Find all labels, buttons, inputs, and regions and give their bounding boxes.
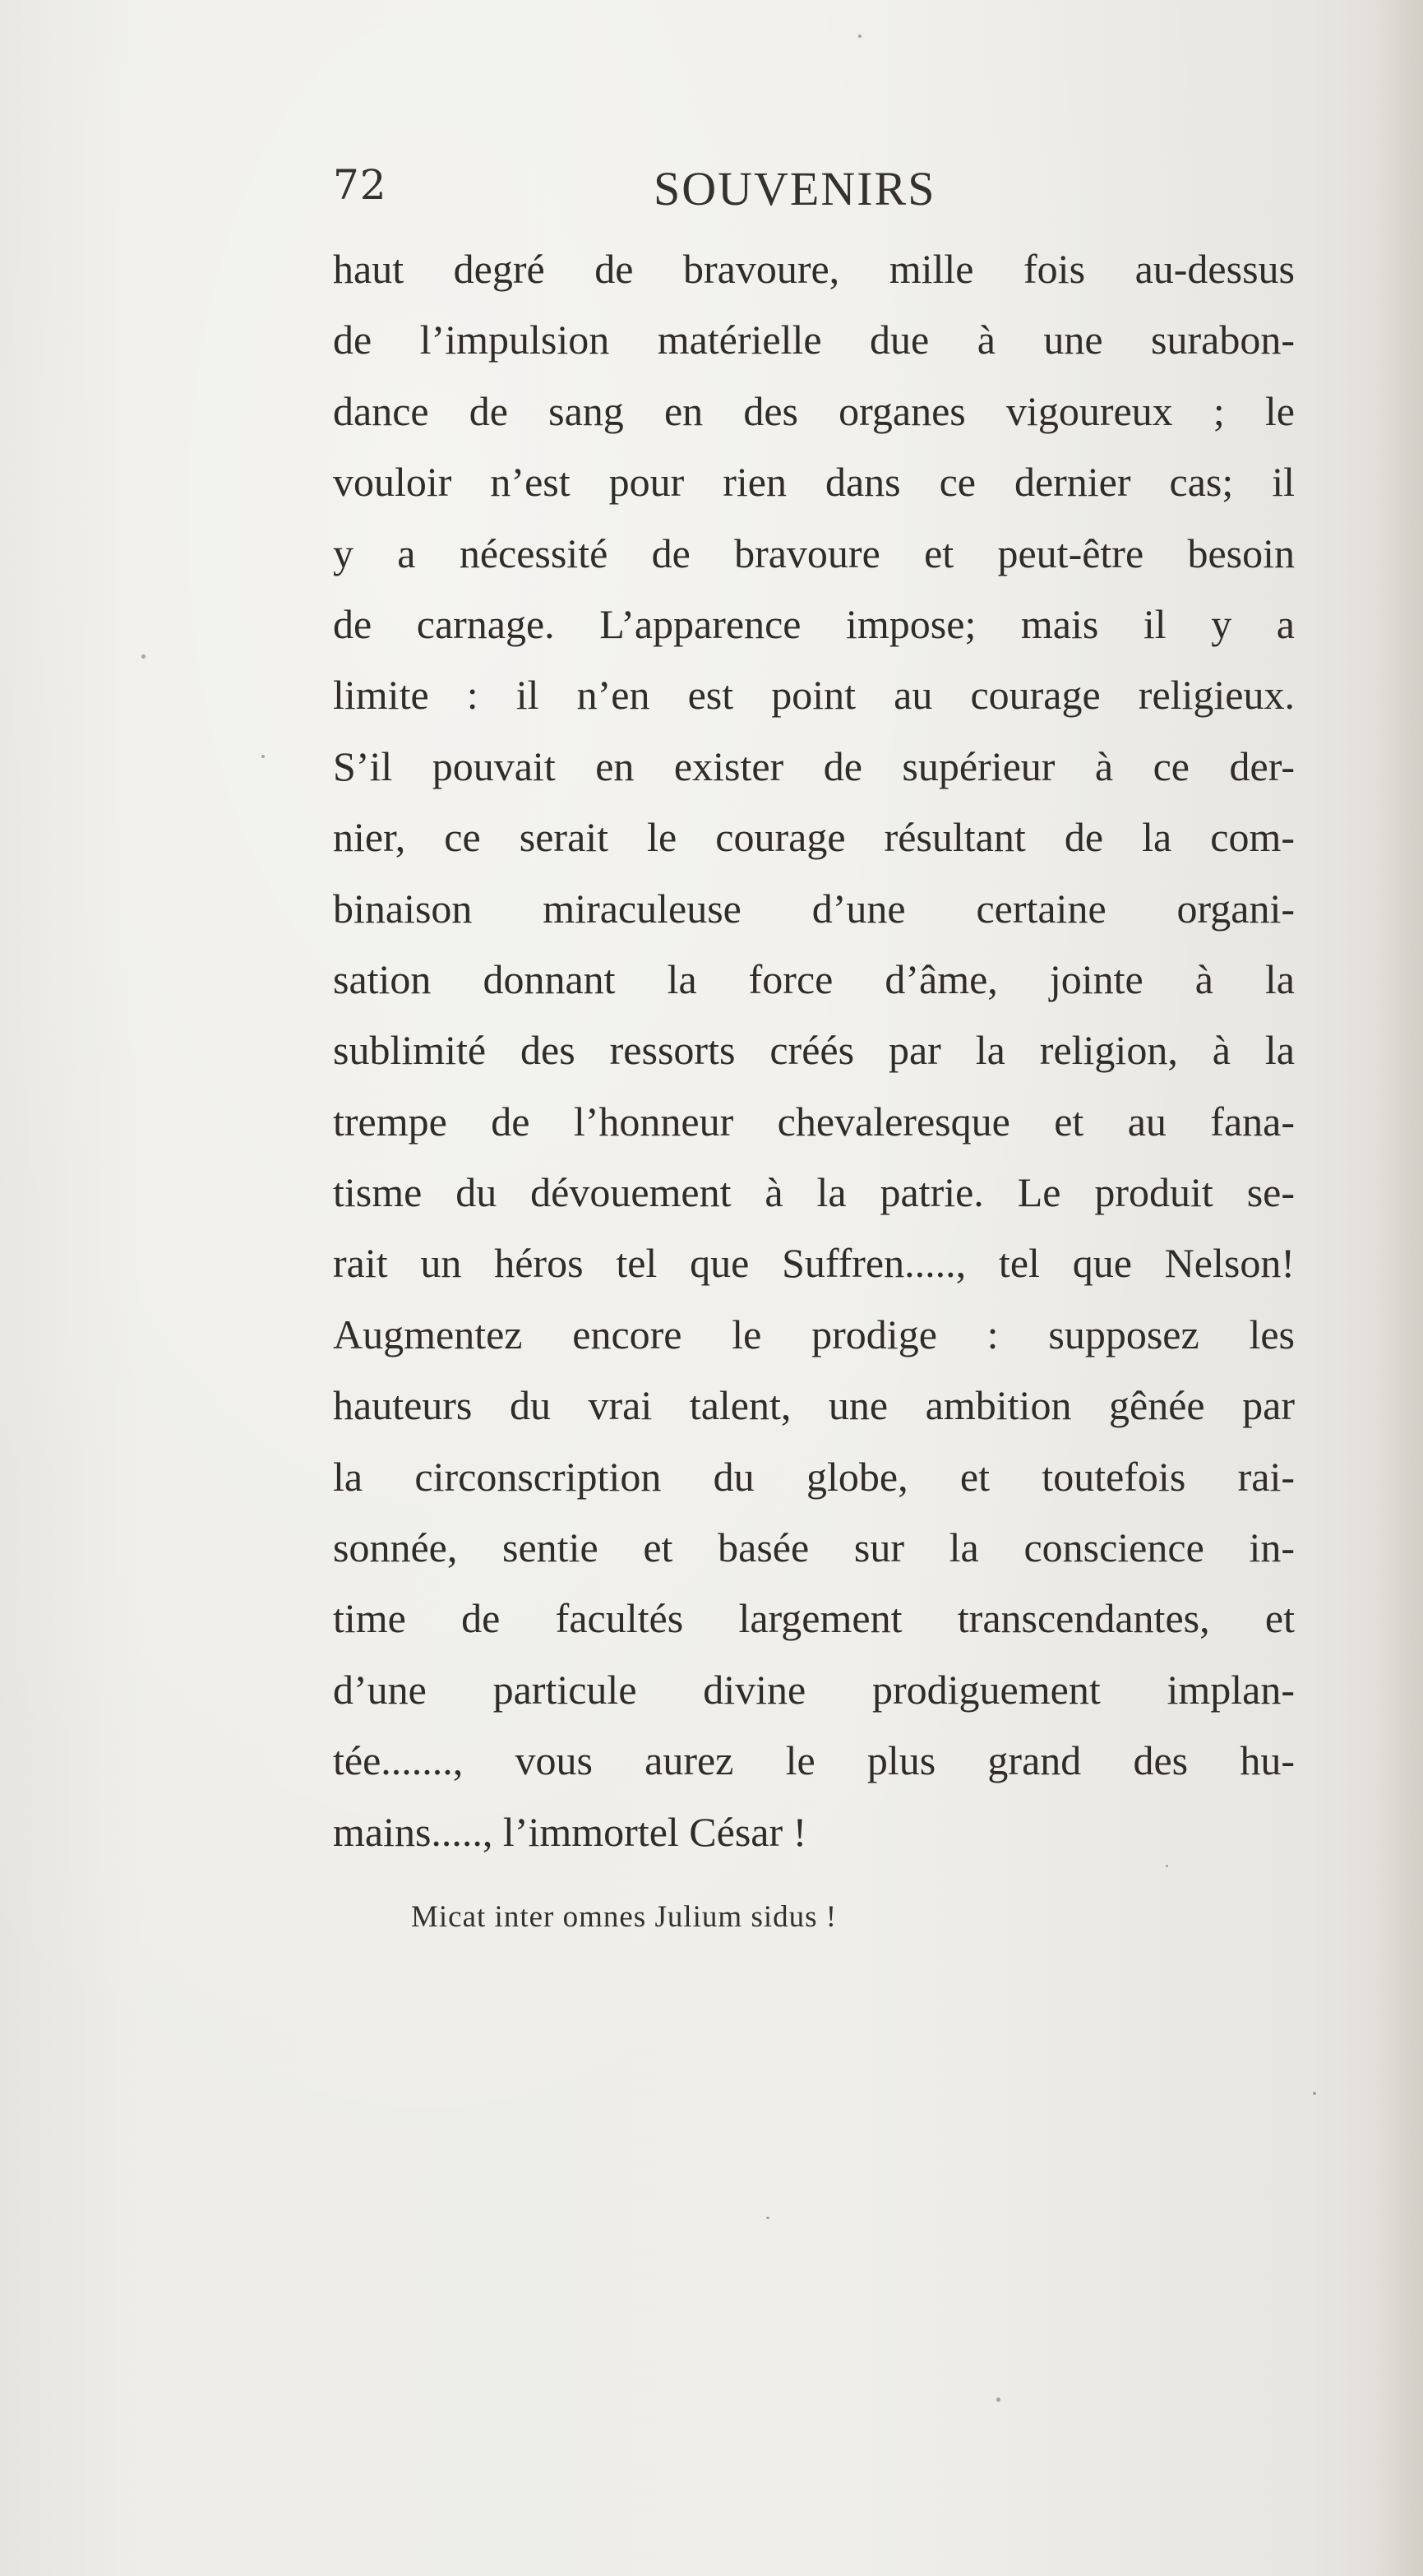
paper-speck — [261, 755, 265, 758]
text-line: tée......., vous aurez le plus grand des hu- — [333, 1737, 1295, 1784]
body-text — [333, 234, 1295, 1867]
paper-speck — [996, 2398, 1000, 2402]
text-line: S’il pouvait en exister de supérieur à ce der- — [333, 742, 1295, 789]
text-line: hauteurs du vrai talent, une ambition gênée par — [333, 1382, 1295, 1429]
text-line: trempe de l’honneur chevaleresque et au fana- — [333, 1098, 1295, 1145]
text-line: sonnée, sentie et basée sur la conscience in- — [333, 1524, 1295, 1571]
text-line: y a nécessité de bravoure et peut-être besoin — [333, 530, 1295, 576]
paper-speck — [1166, 1865, 1168, 1867]
paper-speck — [858, 35, 862, 38]
paper-speck — [766, 2217, 769, 2219]
text-line: dance de sang en des organes vigoureux ; le — [333, 387, 1295, 434]
text-line: la circonscription du globe, et toutefois rai- — [333, 1453, 1295, 1500]
page-edge-shadow — [1374, 0, 1423, 2576]
running-title: SOUVENIRS — [654, 162, 936, 215]
text-line: binaison miraculeuse d’une certaine organi- — [333, 885, 1295, 932]
paper-speck — [1313, 2092, 1316, 2095]
text-line: time de facultés largement transcendantes, et — [333, 1595, 1295, 1642]
text-line: limite : il n’en est point au courage religieux. — [333, 672, 1295, 719]
page-header — [333, 161, 1295, 227]
text-line: tisme du dévouement à la patrie. Le produit se- — [333, 1169, 1295, 1216]
text-line: de carnage. L’apparence impose; mais il y a — [333, 600, 1295, 647]
latin-quotation: Micat inter omnes Julium sidus ! — [411, 1900, 838, 1934]
page-number: 72 — [333, 161, 387, 209]
text-line: rait un héros tel que Suffren....., tel que Nelson! — [333, 1240, 1295, 1287]
text-line: d’une particule divine prodiguement implan- — [333, 1666, 1295, 1713]
text-line: de l’impulsion matérielle due à une surabon- — [333, 317, 1295, 363]
text-line: sation donnant la force d’âme, jointe à la — [333, 955, 1295, 1002]
text-line: haut degré de bravoure, mille fois au-dessus — [333, 246, 1295, 292]
text-line: Augmentez encore le prodige : supposez les — [333, 1311, 1295, 1357]
text-line: nier, ce serait le courage résultant de la com- — [333, 814, 1295, 861]
paper-speck — [141, 654, 146, 659]
text-line: sublimité des ressorts créés par la religion, à la — [333, 1027, 1295, 1074]
text-line: mains....., l’immortel César ! — [333, 1808, 807, 1855]
text-line: vouloir n’est pour rien dans ce dernier cas; il — [333, 459, 1295, 506]
